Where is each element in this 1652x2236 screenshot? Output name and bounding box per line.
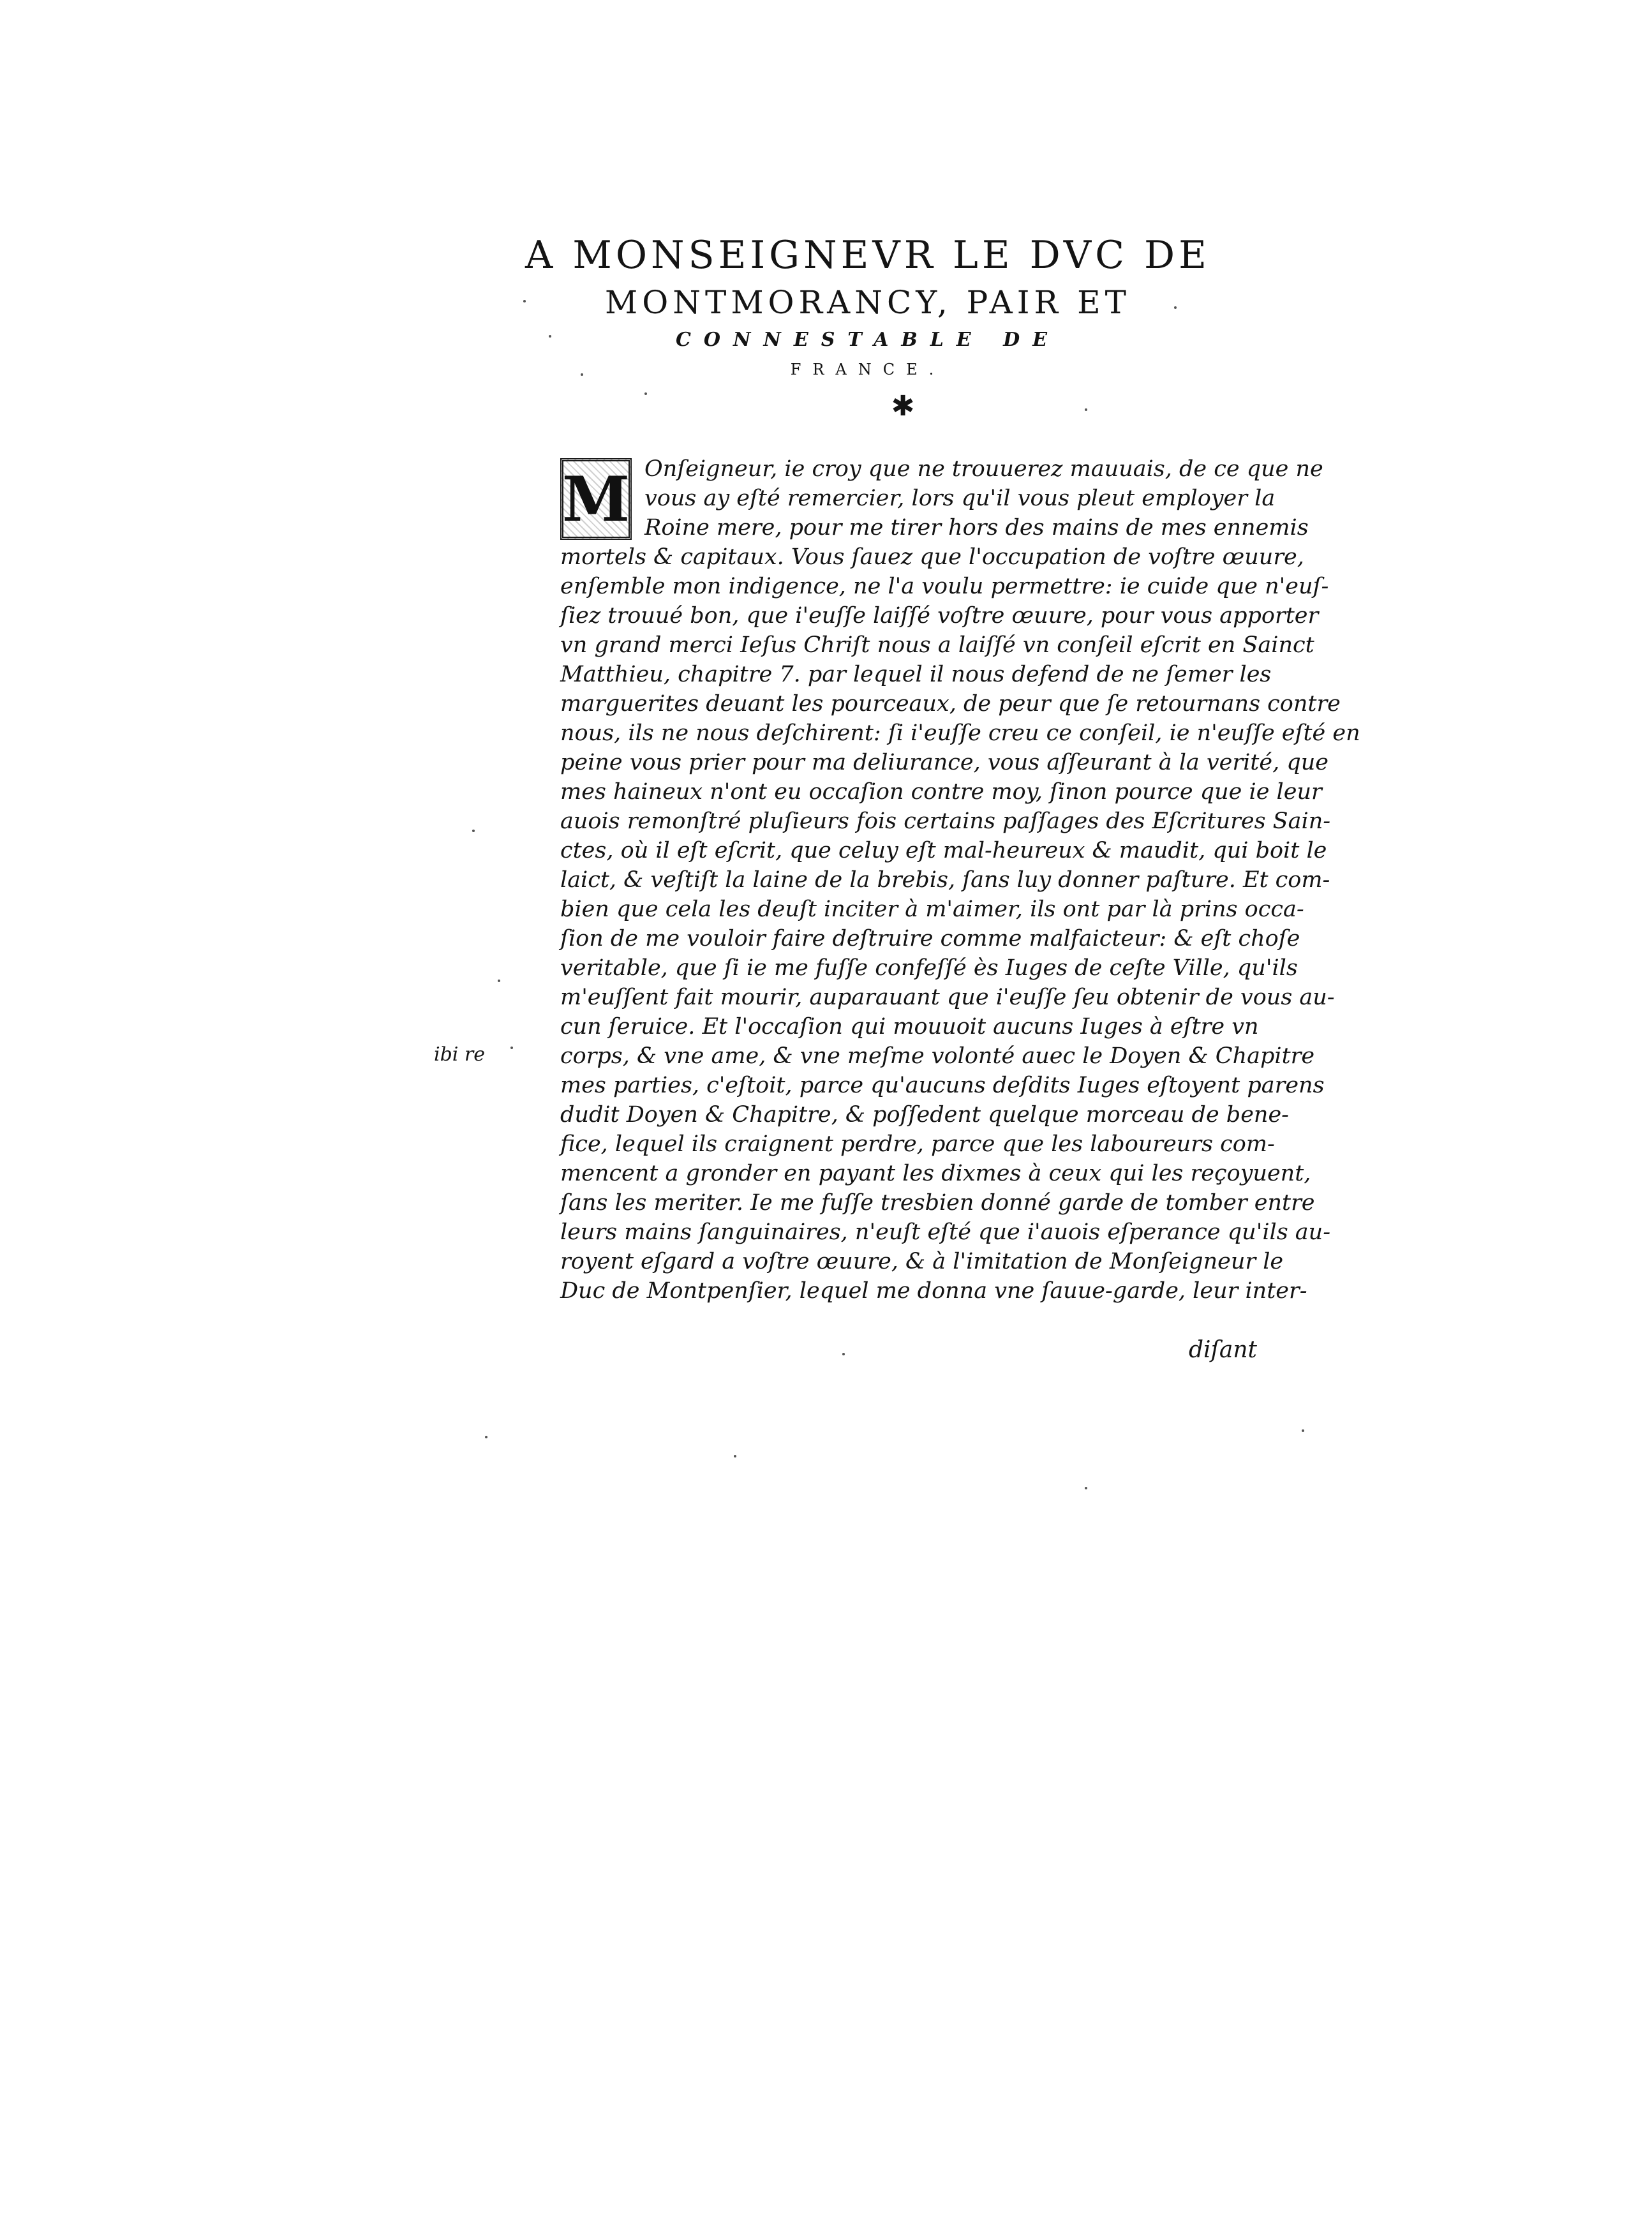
body-line-20: cun ſeruice. Et l'occaſion qui mouuoit aucuns Iuges à eſtre vn (560, 1014, 1259, 1040)
decorated-initial-letter: M (562, 463, 630, 535)
dedication-heading-line-4: FRANCE. (790, 361, 946, 378)
body-line-8: Matthieu, chapitre 7. par lequel il nous defend de ne ſemer les (560, 662, 1272, 687)
body-line-18: veritable, que ſi ie me fuſſe confeſſé ès Iuges de ceſte Ville, qu'ils (560, 955, 1298, 981)
ink-speck (1302, 1429, 1304, 1432)
body-line-16: bien que cela les deuſt inciter à m'aimer, ils ont par là prins occa- (560, 897, 1304, 922)
body-line-6: ſiez trouué bon, que i'euſſe laiſſé voſtre œuure, pour vous apporter (560, 603, 1319, 629)
body-line-10: nous, ils ne nous deſchirent: ſi i'euſſe creu ce conſeil, ie n'euſſe eſté en (560, 720, 1360, 746)
body-line-7: vn grand merci Ieſus Chriſt nous a laiſſé vn conſeil eſcrit en Sainct (560, 632, 1314, 658)
body-line-1: Onſeigneur, ie croy que ne trouuerez mauuais, de ce que ne (644, 456, 1323, 482)
ink-speck (472, 830, 475, 832)
body-line-12: mes haineux n'ont eu occaſion contre moy, ſinon pource que ie leur (560, 779, 1322, 805)
dedication-heading-line-2: MONTMORANCY, PAIR ET (605, 284, 1131, 321)
ink-speck (842, 1353, 845, 1355)
decorated-initial (560, 458, 632, 540)
ink-speck (523, 300, 526, 302)
ink-speck (510, 1047, 513, 1049)
body-line-24: fice, lequel ils craignent perdre, parce que les laboureurs com- (560, 1131, 1275, 1157)
body-line-23: dudit Doyen & Chapitre, & poſſedent quelque morceau de bene- (560, 1102, 1289, 1128)
ink-speck (549, 335, 551, 338)
body-line-28: royent eſgard a voſtre œuure, & à l'imitation de Monſeigneur le (560, 1249, 1284, 1274)
body-line-27: leurs mains ſanguinaires, n'euſt eſté que i'auois eſperance qu'ils au- (560, 1219, 1331, 1245)
body-line-22: mes parties, c'eſtoit, parce qu'aucuns deſdits Iuges eſtoyent parens (560, 1073, 1325, 1098)
asterisk-ornament-icon: ✱ (891, 390, 915, 422)
body-line-15: laict, & veſtiſt la laine de la brebis, ſans luy donner paſture. Et com- (560, 867, 1330, 893)
ink-speck (644, 392, 647, 395)
ink-speck (1085, 1487, 1087, 1489)
ink-speck (1085, 408, 1087, 411)
body-line-19: m'euſſent fait mourir, auparauant que i'euſſe ſeu obtenir de vous au- (560, 985, 1335, 1010)
body-line-11: peine vous prier pour ma deliurance, vous aſſeurant à la verité, que (560, 750, 1328, 775)
body-line-2: vous ay eſté remercier, lors qu'il vous pleut employer la (644, 486, 1276, 511)
ink-speck (734, 1455, 736, 1457)
ink-speck (498, 980, 500, 982)
catchword: diſant (1189, 1337, 1257, 1363)
margin-annotation: ibi re (434, 1043, 486, 1066)
body-line-29: Duc de Montpenſier, lequel me donna vne ſauue-garde, leur inter- (560, 1278, 1307, 1304)
body-line-17: ſion de me vouloir faire deſtruire comme malfaicteur: & eſt choſe (560, 926, 1300, 951)
body-line-14: ctes, où il eſt eſcrit, que celuy eſt mal-heureux & maudit, qui boit le (560, 838, 1327, 863)
body-line-21: corps, & vne ame, & vne meſme volonté auec le Doyen & Chapitre (560, 1043, 1315, 1069)
ink-speck (1174, 306, 1177, 309)
body-line-25: mencent a gronder en payant les dixmes à ceux qui les reçoyuent, (560, 1161, 1311, 1186)
body-line-5: enſemble mon indigence, ne l'a voulu permettre: ie cuide que n'euſ- (560, 574, 1329, 599)
ink-speck (581, 373, 583, 376)
ink-speck (485, 1436, 487, 1438)
dedication-heading-line-1: A MONSEIGNEVR LE DVC DE (525, 233, 1210, 278)
body-line-13: auois remonſtré pluſieurs fois certains paſſages des Eſcritures Sain- (560, 809, 1331, 834)
body-line-4: mortels & capitaux. Vous ſauez que l'occupation de voſtre œuure, (560, 544, 1304, 570)
dedication-heading-line-3: CONNESTABLE DE (676, 329, 1060, 351)
body-line-9: marguerites deuant les pourceaux, de peur que ſe retournans contre (560, 691, 1341, 717)
body-line-3: Roine mere, pour me tirer hors des mains de mes ennemis (644, 515, 1309, 540)
body-line-26: ſans les meriter. Ie me fuſſe tresbien donné garde de tomber entre (560, 1190, 1315, 1216)
